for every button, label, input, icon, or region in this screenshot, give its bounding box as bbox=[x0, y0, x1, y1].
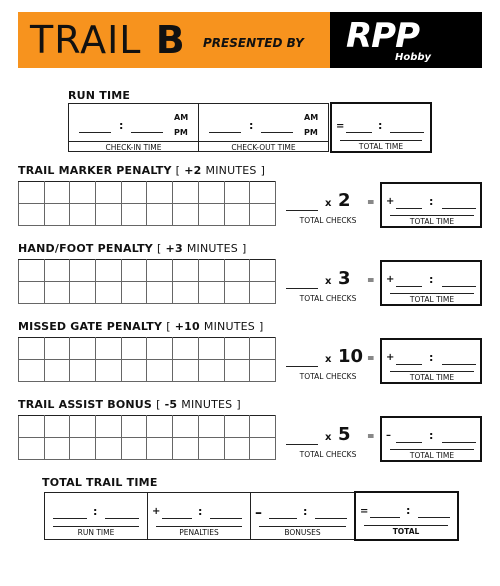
missed-gate-total-time-box bbox=[380, 338, 482, 384]
amount: +10 bbox=[174, 320, 200, 333]
check-box[interactable] bbox=[250, 282, 276, 304]
run-time-label: RUN TIME bbox=[53, 526, 139, 537]
total-checks-field[interactable] bbox=[286, 444, 318, 445]
hours-field[interactable] bbox=[269, 518, 297, 519]
colon: : bbox=[406, 504, 411, 517]
pm-label: PM bbox=[304, 128, 318, 137]
equals-sign: = bbox=[367, 354, 375, 364]
total-checks-label: TOTAL CHECKS bbox=[299, 294, 357, 303]
check-box[interactable] bbox=[70, 438, 96, 460]
check-box[interactable] bbox=[121, 260, 147, 282]
am-label: AM bbox=[174, 113, 189, 122]
bracket-close: ] bbox=[258, 320, 264, 333]
colon: : bbox=[303, 505, 308, 518]
page-title bbox=[30, 20, 186, 60]
rpp-logo: RPP bbox=[346, 16, 420, 56]
unit: MINUTES bbox=[205, 164, 257, 177]
check-box[interactable] bbox=[147, 438, 173, 460]
total-checks-label: TOTAL CHECKS bbox=[299, 372, 357, 381]
section-name: TRAIL ASSIST BONUS bbox=[18, 398, 153, 411]
trail-assist-checks-grid bbox=[18, 415, 276, 460]
check-box[interactable] bbox=[121, 182, 147, 204]
check-box[interactable] bbox=[250, 338, 276, 360]
check-box[interactable] bbox=[19, 204, 45, 226]
check-box[interactable] bbox=[121, 338, 147, 360]
unit: MINUTES bbox=[203, 320, 255, 333]
check-box[interactable] bbox=[96, 282, 122, 304]
check-in-minutes-field[interactable] bbox=[131, 132, 163, 133]
total-checks-label: TOTAL CHECKS bbox=[299, 450, 357, 459]
unit: MINUTES bbox=[186, 242, 238, 255]
total-time-label: TOTAL TIME bbox=[390, 293, 474, 304]
colon: : bbox=[378, 119, 383, 132]
check-box[interactable] bbox=[147, 338, 173, 360]
total-bonuses-cell bbox=[250, 492, 355, 540]
check-box[interactable] bbox=[96, 260, 122, 282]
check-in-time-box bbox=[68, 103, 199, 152]
unit: MINUTES bbox=[181, 398, 233, 411]
check-box[interactable] bbox=[147, 204, 173, 226]
check-out-time-box bbox=[198, 103, 329, 152]
check-box[interactable] bbox=[173, 260, 199, 282]
minutes-field[interactable] bbox=[315, 518, 347, 519]
equals-sign: = bbox=[367, 276, 375, 286]
hours-field[interactable] bbox=[162, 518, 192, 519]
check-box[interactable] bbox=[96, 360, 122, 382]
hours-field[interactable] bbox=[370, 517, 400, 518]
times-sign: x bbox=[325, 432, 332, 443]
colon: : bbox=[249, 119, 254, 132]
amount: -5 bbox=[164, 398, 178, 411]
bracket-open: [ bbox=[156, 398, 161, 411]
check-box[interactable] bbox=[224, 416, 250, 438]
penalties-label: PENALTIES bbox=[156, 526, 242, 537]
minutes-field[interactable] bbox=[210, 518, 242, 519]
check-box[interactable] bbox=[250, 260, 276, 282]
bracket-close: ] bbox=[236, 398, 241, 411]
check-box[interactable] bbox=[224, 338, 250, 360]
trail-assist-title bbox=[18, 398, 241, 411]
check-box[interactable] bbox=[96, 338, 122, 360]
check-box[interactable] bbox=[70, 260, 96, 282]
multiplier: 2 bbox=[338, 190, 351, 211]
check-box[interactable] bbox=[19, 182, 45, 204]
check-in-label: CHECK-IN TIME bbox=[69, 141, 198, 152]
total-checks-field[interactable] bbox=[286, 210, 318, 211]
check-box[interactable] bbox=[198, 360, 224, 382]
check-box[interactable] bbox=[173, 182, 199, 204]
hand-foot-total-time-box bbox=[380, 260, 482, 306]
check-box[interactable] bbox=[224, 204, 250, 226]
hours-field[interactable] bbox=[396, 442, 422, 443]
equals-sign: = bbox=[360, 506, 369, 517]
check-box[interactable] bbox=[96, 416, 122, 438]
bracket-close: ] bbox=[260, 164, 266, 177]
equals-sign: = bbox=[367, 198, 375, 208]
sign: + bbox=[386, 196, 395, 207]
check-box[interactable] bbox=[198, 438, 224, 460]
check-box[interactable] bbox=[198, 416, 224, 438]
check-out-minutes-field[interactable] bbox=[261, 132, 293, 133]
times-sign: x bbox=[325, 354, 332, 365]
check-box[interactable] bbox=[173, 204, 199, 226]
pm-label: PM bbox=[174, 128, 188, 137]
check-box[interactable] bbox=[173, 360, 199, 382]
check-box[interactable] bbox=[44, 260, 70, 282]
check-box[interactable] bbox=[173, 416, 199, 438]
check-box[interactable] bbox=[19, 438, 45, 460]
colon: : bbox=[429, 429, 434, 442]
check-box[interactable] bbox=[147, 360, 173, 382]
check-box[interactable] bbox=[44, 416, 70, 438]
minutes-field[interactable] bbox=[442, 442, 476, 443]
hand-foot-checks-grid bbox=[18, 259, 276, 304]
check-box[interactable] bbox=[224, 438, 250, 460]
hours-field[interactable] bbox=[53, 518, 87, 519]
multiplier: 3 bbox=[338, 268, 351, 289]
check-box[interactable] bbox=[198, 260, 224, 282]
times-sign: x bbox=[325, 276, 332, 287]
minutes-field[interactable] bbox=[442, 208, 476, 209]
multiplier: 5 bbox=[338, 424, 351, 445]
run-total-label: TOTAL TIME bbox=[340, 140, 422, 151]
hours-field[interactable] bbox=[396, 286, 422, 287]
check-box[interactable] bbox=[198, 182, 224, 204]
check-box[interactable] bbox=[70, 360, 96, 382]
check-box[interactable] bbox=[121, 204, 147, 226]
check-box[interactable] bbox=[70, 282, 96, 304]
check-box[interactable] bbox=[250, 416, 276, 438]
bonuses-label: BONUSES bbox=[259, 526, 346, 537]
times-sign: x bbox=[325, 198, 332, 209]
plus-sign: + bbox=[152, 506, 161, 517]
check-in-hours-field[interactable] bbox=[79, 132, 111, 133]
check-box[interactable] bbox=[250, 182, 276, 204]
check-box[interactable] bbox=[19, 360, 45, 382]
sign: – bbox=[386, 430, 391, 441]
run-total-hours-field[interactable] bbox=[346, 132, 372, 133]
check-box[interactable] bbox=[19, 260, 45, 282]
check-box[interactable] bbox=[224, 182, 250, 204]
bracket-open: [ bbox=[166, 320, 171, 333]
check-box[interactable] bbox=[198, 204, 224, 226]
section-name: MISSED GATE PENALTY bbox=[18, 320, 163, 333]
check-box[interactable] bbox=[121, 416, 147, 438]
am-label: AM bbox=[304, 113, 319, 122]
total-label: TOTAL bbox=[364, 525, 448, 536]
check-box[interactable] bbox=[173, 438, 199, 460]
check-box[interactable] bbox=[70, 416, 96, 438]
check-box[interactable] bbox=[44, 204, 70, 226]
multiplier: 10 bbox=[338, 346, 364, 367]
run-total-time-box bbox=[330, 102, 432, 153]
check-box[interactable] bbox=[147, 182, 173, 204]
total-time-label: TOTAL TIME bbox=[390, 371, 474, 382]
check-box[interactable] bbox=[121, 438, 147, 460]
hand-foot-title bbox=[18, 242, 246, 255]
check-box[interactable] bbox=[96, 438, 122, 460]
total-checks-field[interactable] bbox=[286, 288, 318, 289]
check-box[interactable] bbox=[19, 338, 45, 360]
grand-total-cell bbox=[354, 491, 459, 541]
total-run-time-cell bbox=[44, 492, 148, 540]
trail-marker-checks-grid bbox=[18, 181, 276, 226]
check-box[interactable] bbox=[19, 282, 45, 304]
check-box[interactable] bbox=[44, 182, 70, 204]
minutes-field[interactable] bbox=[442, 364, 476, 365]
title-letter: B bbox=[155, 18, 186, 62]
check-box[interactable] bbox=[70, 338, 96, 360]
check-box[interactable] bbox=[147, 282, 173, 304]
missed-gate-title bbox=[18, 320, 263, 333]
colon: : bbox=[198, 505, 203, 518]
colon: : bbox=[429, 273, 434, 286]
run-time-title: RUN TIME bbox=[68, 89, 131, 102]
total-trail-time-title: TOTAL TRAIL TIME bbox=[42, 476, 158, 489]
section-name: HAND/FOOT PENALTY bbox=[18, 242, 153, 255]
total-time-label: TOTAL TIME bbox=[390, 449, 474, 460]
minutes-field[interactable] bbox=[105, 518, 139, 519]
check-box[interactable] bbox=[121, 360, 147, 382]
bracket-open: [ bbox=[175, 164, 181, 177]
total-checks-field[interactable] bbox=[286, 366, 318, 367]
equals-sign: = bbox=[367, 432, 375, 442]
check-box[interactable] bbox=[44, 282, 70, 304]
check-box[interactable] bbox=[224, 260, 250, 282]
colon: : bbox=[93, 505, 98, 518]
amount: +2 bbox=[184, 164, 202, 177]
check-box[interactable] bbox=[70, 204, 96, 226]
check-box[interactable] bbox=[44, 360, 70, 382]
check-box[interactable] bbox=[70, 182, 96, 204]
section-name: TRAIL MARKER PENALTY bbox=[18, 164, 172, 177]
colon: : bbox=[429, 195, 434, 208]
trail-marker-total-time-box bbox=[380, 182, 482, 228]
total-checks-label: TOTAL CHECKS bbox=[299, 216, 357, 225]
check-box[interactable] bbox=[19, 416, 45, 438]
check-box[interactable] bbox=[250, 204, 276, 226]
run-total-minutes-field[interactable] bbox=[390, 132, 424, 133]
minutes-field[interactable] bbox=[442, 286, 476, 287]
amount: +3 bbox=[165, 242, 183, 255]
check-box[interactable] bbox=[147, 260, 173, 282]
title-main: TRAIL bbox=[30, 18, 142, 62]
rpp-logo-sub: Hobby bbox=[395, 52, 432, 63]
missed-gate-checks-grid bbox=[18, 337, 276, 382]
minus-sign: – bbox=[255, 505, 262, 521]
check-box[interactable] bbox=[147, 416, 173, 438]
check-box[interactable] bbox=[44, 338, 70, 360]
check-box[interactable] bbox=[224, 360, 250, 382]
check-box[interactable] bbox=[224, 282, 250, 304]
hours-field[interactable] bbox=[396, 364, 422, 365]
check-out-label: CHECK-OUT TIME bbox=[199, 141, 328, 152]
check-box[interactable] bbox=[173, 338, 199, 360]
check-box[interactable] bbox=[250, 438, 276, 460]
minutes-field[interactable] bbox=[418, 517, 450, 518]
bracket-close: ] bbox=[241, 242, 247, 255]
trail-marker-title bbox=[18, 164, 265, 177]
colon: : bbox=[429, 351, 434, 364]
total-time-label: TOTAL TIME bbox=[390, 215, 474, 226]
check-box[interactable] bbox=[198, 282, 224, 304]
bracket-open: [ bbox=[157, 242, 162, 255]
colon: : bbox=[119, 119, 124, 132]
total-penalties-cell bbox=[147, 492, 251, 540]
check-box[interactable] bbox=[96, 182, 122, 204]
check-box[interactable] bbox=[173, 282, 199, 304]
equals-sign: = bbox=[336, 121, 345, 132]
presented-by-text: PRESENTED BY bbox=[203, 36, 304, 50]
sign: + bbox=[386, 352, 395, 363]
hours-field[interactable] bbox=[396, 208, 422, 209]
check-out-hours-field[interactable] bbox=[209, 132, 241, 133]
trail-assist-total-time-box bbox=[380, 416, 482, 462]
check-box[interactable] bbox=[198, 338, 224, 360]
check-box[interactable] bbox=[250, 360, 276, 382]
check-box[interactable] bbox=[44, 438, 70, 460]
sign: + bbox=[386, 274, 395, 285]
check-box[interactable] bbox=[96, 204, 122, 226]
check-box[interactable] bbox=[121, 282, 147, 304]
